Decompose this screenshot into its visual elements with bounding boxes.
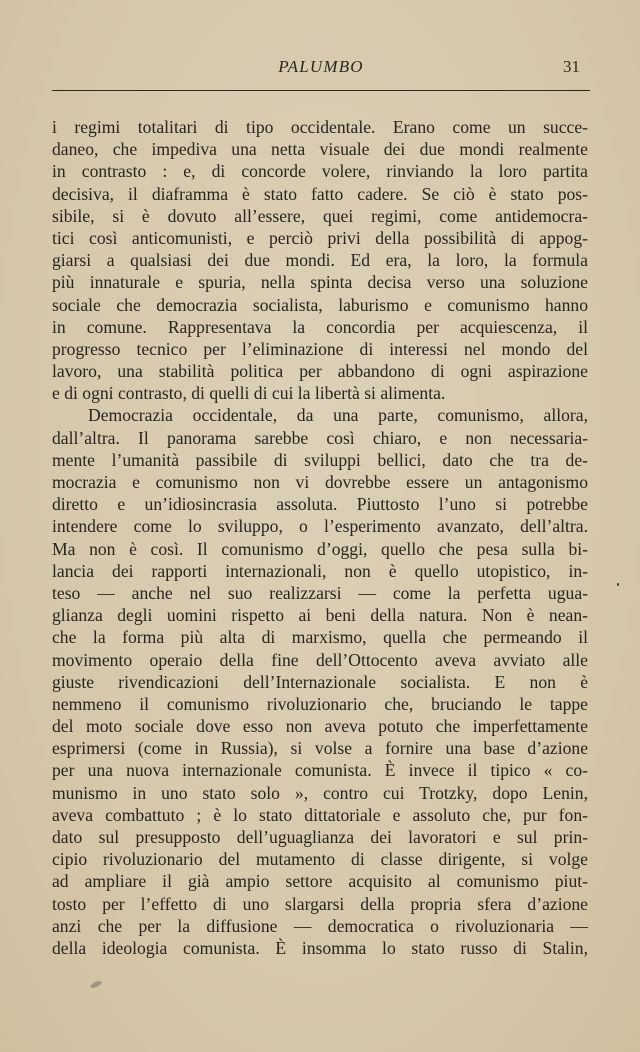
text-line: movimento operaio della fine dell’Ottocento aveva avviato alle [52, 649, 588, 670]
text-line: intendere come lo sviluppo, o l’esperimento avanzato, dell’altra. [52, 516, 588, 537]
text-line: esprimersi (come in Russia), si volse a fornire una base d’azione [52, 738, 588, 759]
text-line: ad ampliare il già ampio settore acquisito al comunismo piut- [52, 871, 588, 892]
text-line: del moto sociale dove esso non aveva potuto che imperfettamente [52, 716, 588, 737]
text-line: dall’altra. Il panorama sarebbe così chiaro, e non necessaria- [52, 427, 588, 448]
text-line: tici così anticomunisti, e perciò privi della possibilità di appog- [52, 227, 588, 248]
text-line: daneo, che impediva una netta visuale dei due mondi realmente [52, 139, 588, 160]
text-line: mocrazia e comunismo non vi dovrebbe essere un antagonismo [52, 472, 588, 492]
text-line: cipio rivoluzionario del mutamento di classe dirigente, si volge [52, 849, 588, 870]
text-line: sociale che democrazia socialista, laburismo e comunismo hanno [52, 294, 588, 315]
page-number: 31 [563, 57, 580, 76]
header-rule [52, 90, 590, 91]
text-line: per una nuova internazionale comunista. È invece il tipico « co- [52, 760, 588, 781]
text-line: aveva combattuto ; è lo stato dittatoriale e assoluto che, pur fon- [52, 804, 588, 825]
text-line: munismo in uno stato solo », contro cui Trotzky, dopo Lenin, [52, 782, 588, 803]
text-line: diretto e un’idiosincrasia assoluta. Piuttosto l’uno si potrebbe [52, 494, 588, 515]
text-line: e di ogni contrasto, di quelli di cui la libertà si alimenta. [52, 383, 446, 404]
text-line: in comune. Rappresentava la concordia per acquiescenza, il [52, 316, 588, 337]
text-line: lancia dei rapporti internazionali, non è quello utopistico, in- [52, 560, 588, 581]
paper-speck [617, 583, 619, 586]
text-line: giarsi a qualsiasi dei due mondi. Ed era, la loro, la formula [52, 250, 588, 271]
body-text [52, 116, 590, 959]
text-line: decisiva, il diaframma è stato fatto cadere. Se ciò è stato pos- [52, 183, 588, 204]
text-line: dato sul presupposto dell’uguaglianza dei lavoratori e sul prin- [52, 827, 588, 847]
text-line: più innaturale e spuria, nella spinta decisa verso una soluzione [52, 272, 588, 293]
text-line: glianza degli uomini rispetto ai beni della natura. Non è nean- [52, 605, 588, 626]
running-head: PALUMBO [278, 57, 364, 76]
text-line: sibile, si è dovuto all’essere, quei regimi, come antidemocra- [52, 205, 588, 226]
text-line: mente l’umanità passibile di sviluppi bellici, dato che tra de- [52, 449, 588, 470]
text-line: giuste rivendicazioni dell’Internazionale socialista. E non è [52, 671, 588, 692]
text-line: tosto per l’effetto di uno slargarsi della propria sfera d’azione [52, 893, 588, 914]
text-line: lavoro, una stabilità politica per abbandono di ogni aspirazione [52, 361, 588, 382]
ink-smudge [90, 980, 103, 990]
text-line: della ideologia comunista. È insomma lo stato russo di Stalin, [52, 937, 588, 958]
text-line: anzi che per la diffusione — democratica o rivoluzionaria — [52, 915, 588, 936]
page-header [52, 56, 590, 86]
text-line: in contrasto : e, di concorde volere, rinviando la loro partita [52, 161, 588, 182]
text-line: nemmeno il comunismo rivoluzionario che, bruciando le tappe [52, 693, 588, 714]
text-line: i regimi totalitari di tipo occidentale. Erano come un succe- [52, 117, 588, 137]
text-line: che la forma più alta di marxismo, quella che permeando il [52, 627, 588, 648]
text-line: progresso tecnico per l’eliminazione di interessi nel mondo del [52, 338, 588, 359]
paragraph-start-line: Democrazia occidentale, da una parte, comunismo, allora, [88, 405, 588, 426]
text-line: teso — anche nel suo realizzarsi — come la perfetta ugua- [52, 582, 588, 603]
text-line: Ma non è così. Il comunismo d’oggi, quello che pesa sulla bi- [52, 538, 588, 559]
